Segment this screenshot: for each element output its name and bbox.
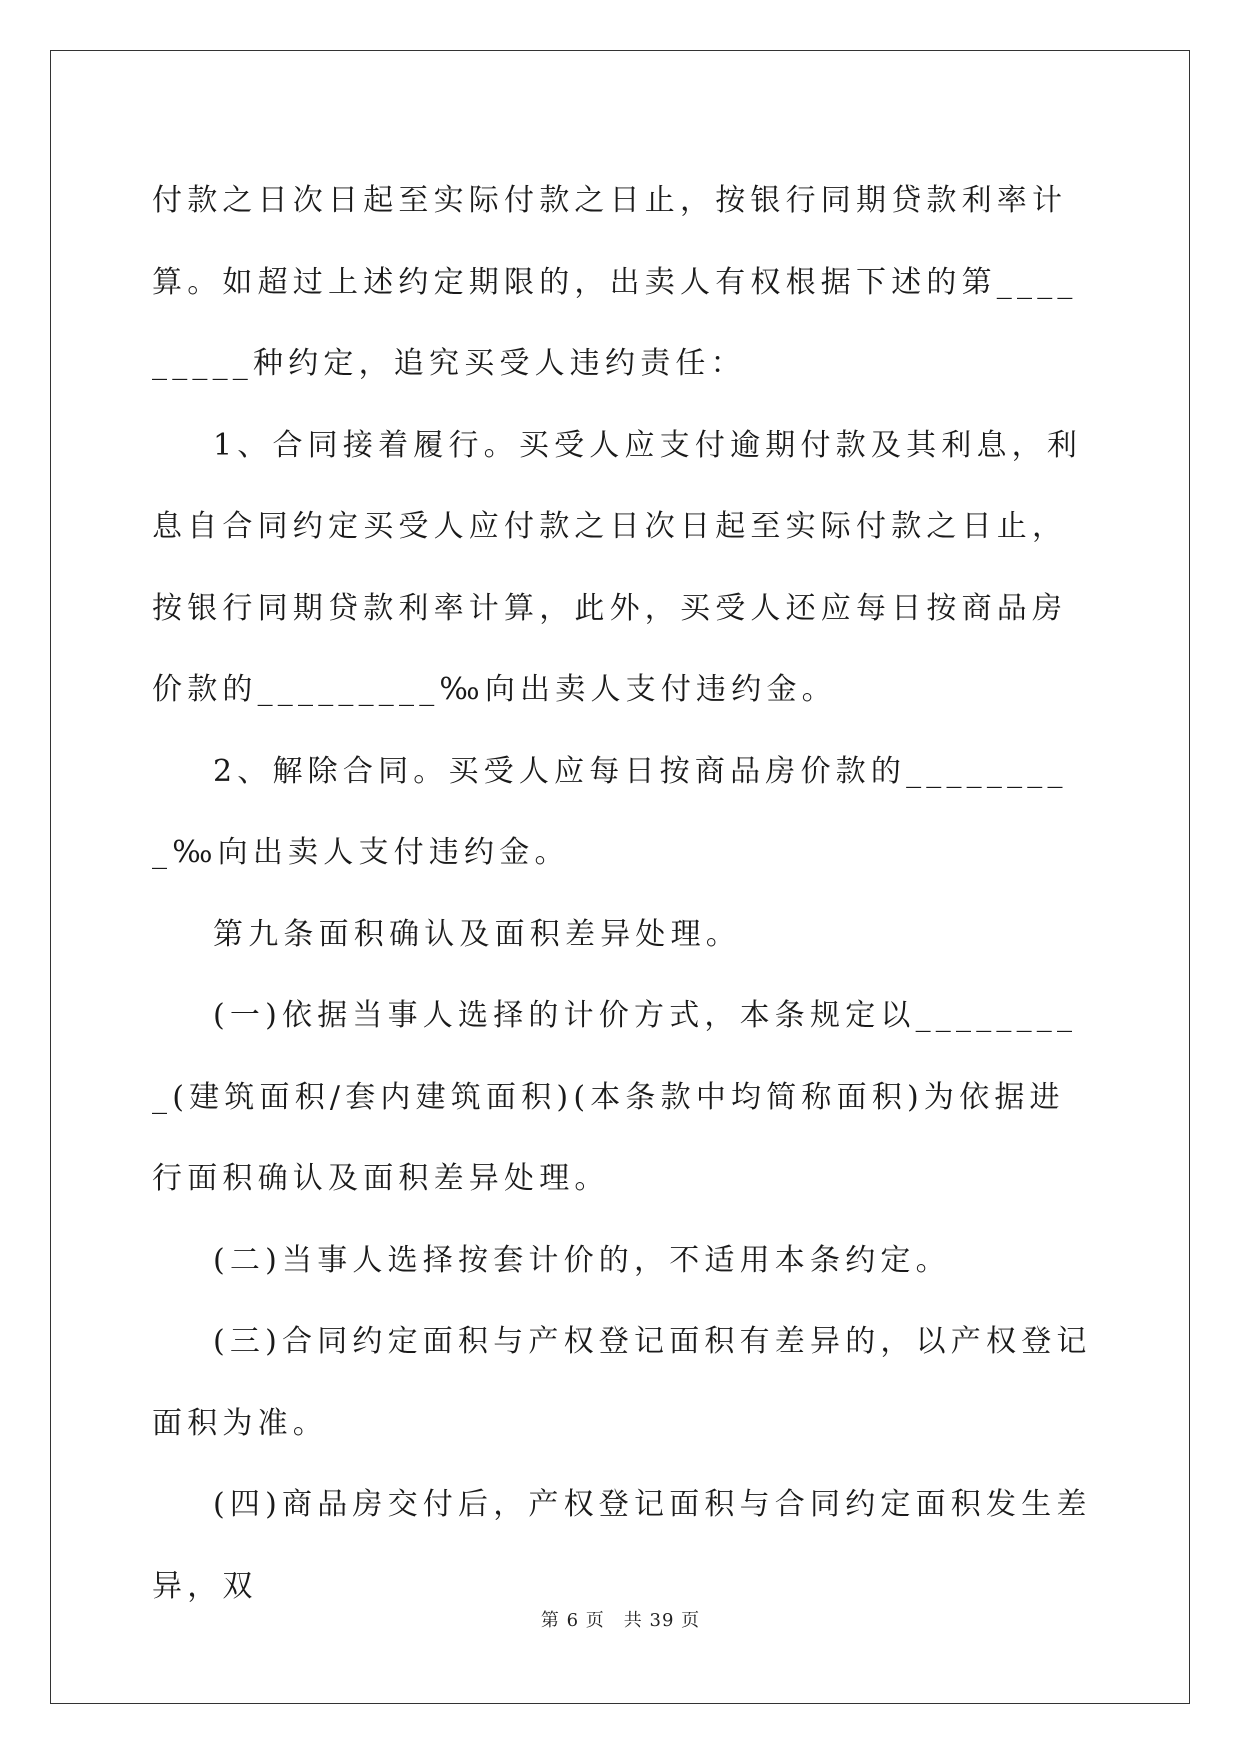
article-heading: 第九条面积确认及面积差异处理。 [213,916,741,952]
page-number-footer: 第 6 页 共 39 页 [540,1610,701,1631]
document-body [152,160,1092,1627]
paragraph: 付款之日次日起至实际付款之日止，按银行同期贷款利率计算。如超过上述约定期限的，出卖人有权根据下述的第_________种约定，追究买受人违约责任： [152,183,1078,381]
paragraph: 2、解除合同。买受人应每日按商品房价款的_________‰向出卖人支付违约金。 [152,753,1068,870]
paragraph: (一)依据当事人选择的计价方式，本条规定以_________(建筑面积/套内建筑面积)(本条款中均简称面积)为依据进行面积确认及面积差异处理。 [152,998,1078,1196]
paragraph: 1、合同接着履行。买受人应支付逾期付款及其利息，利息自合同约定买受人应付款之日次日起至实际付款之日止，按银行同期贷款利率计算，此外，买受人还应每日按商品房价款的_________‰向出卖人支付违约金。 [152,427,1083,707]
paragraph: (四)商品房交付后，产权登记面积与合同约定面积发生差异，双 [152,1487,1092,1604]
paragraph: (三)合同约定面积与产权登记面积有差异的，以产权登记面积为准。 [152,1324,1092,1441]
paragraph: (二)当事人选择按套计价的，不适用本条约定。 [213,1242,951,1278]
